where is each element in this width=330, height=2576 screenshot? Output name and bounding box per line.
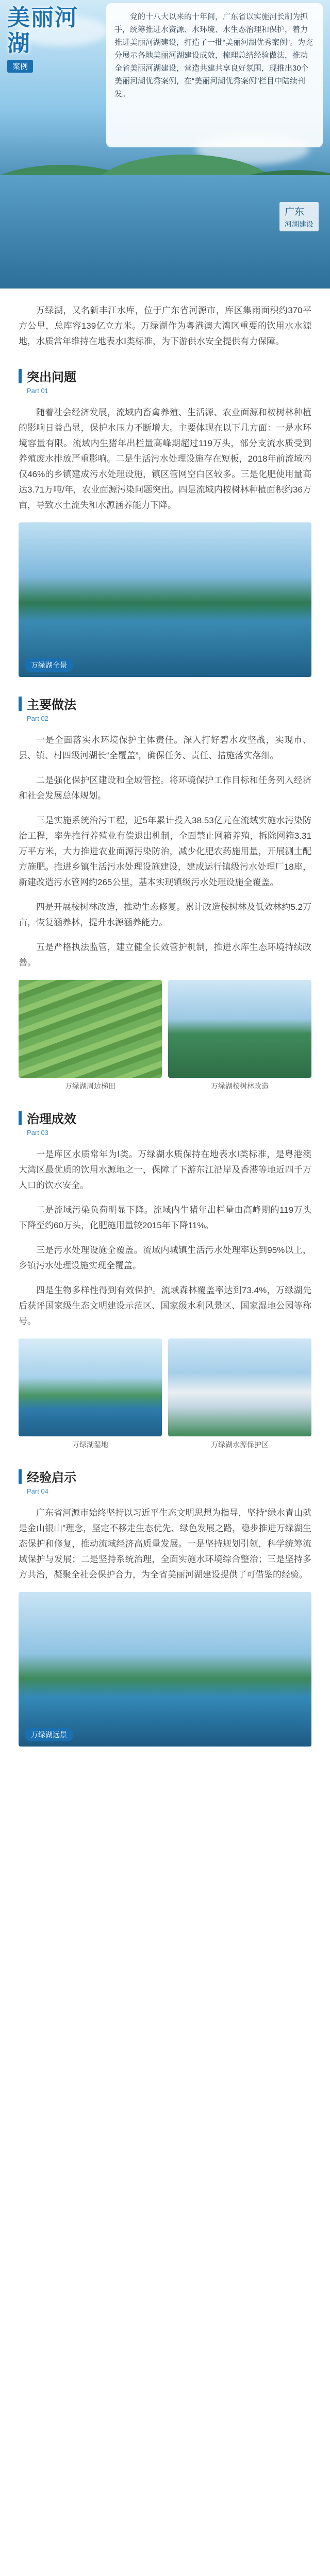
measures-paragraph-3: 三是实施系统治污工程，近5年累计投入38.53亿元在流域实施水污染防治工程，率先推行养殖业有偿退出机制，全面禁止网箱养殖，拆除网箱3.31万平方米，大力推进农业面源污染防治，减少化肥农药施用量，开展测土配方施肥。推进乡镇生活污水处理设施建设，建成运行镇级污水处理厂18座，新建改造污水管网约265公里，基本实现镇级污水处理设施全覆盖。 (19, 816, 311, 887)
results-photo-right-caption: 万绿湖水源保护区 (211, 1440, 269, 1449)
hero-banner (0, 0, 330, 289)
hero-title: 美丽河湖 (7, 5, 78, 57)
experience-photo-caption: 万绿湖远景 (25, 1728, 73, 1741)
results-photo-left-caption: 万绿湖湿地 (72, 1440, 108, 1449)
results-photo-left (19, 1338, 162, 1436)
section-measures-heading (19, 694, 311, 722)
section-experience-heading (19, 1467, 311, 1495)
experience-paragraph: 广东省河源市始终坚持以习近平生态文明思想为指导，坚持“绿水青山就是金山银山”理念，坚定不移走生态优先、绿色发展之路，稳步推进万绿湖生态保护和修复，推动流域经济高质量发展。一是坚持规划引领，科学统筹流域保护与发展；二是坚持系统治理，全面实施水环境综合整治；三是坚持多方共治，凝聚全社会保护合力，为全省美丽河湖建设提供了可借鉴的经验。 (19, 1508, 311, 1580)
measures-photo-right-caption: 万绿湖桉树林改造 (211, 1082, 269, 1090)
measures-photo-right (168, 980, 311, 1078)
section-experience-subtitle: Part 04 (27, 1487, 48, 1495)
section-problem-heading (19, 367, 311, 395)
intro-paragraph: 万绿湖，又名新丰江水库，位于广东省河源市，库区集雨面积约370平方公里，总库容139亿立方米。万绿湖作为粤港澳大湾区重要的饮用水水源地，水质常年维持在地表水Ⅰ类标准，为下游供水安全提供有力保障。 (19, 306, 311, 346)
experience-photo (19, 1592, 311, 1747)
section-measures-title: 主要做法 (27, 698, 76, 712)
hero-title-block (7, 5, 85, 73)
hero-intro-text: 党的十八大以来的十年间，广东省以实施河长制为抓手，统筹推进水资源、水环境、水生态治理和保护，着力推进美丽河湖建设，打造了一批“美丽河湖优秀案例”。为充分展示各地美丽河湖建设成效，梳理总结经验做法，推动全省美丽河湖建设，营造共建共享良好氛围，现推出30个美丽河湖优秀案例，在“美丽河湖优秀案例”栏目中陆续刊发。 (114, 12, 313, 98)
measures-paragraph-4: 四是开展桉树林改造，推动生态修复。累计改造桉树林及低效林约5.2万亩，恢复涵养林，提升水源涵养能力。 (19, 902, 311, 927)
problem-paragraph: 随着社会经济发展，流域内畜禽养殖、生活源、农业面源和桉树林种植的影响日益凸显，保护水压力不断增大。主要体现在以下几方面：一是水环境容量有限。流域内生猪年出栏量高峰期超过119万头，部分支流水质受到养殖废水排放严重影响。二是生活污水处理设施存在短板，2018年前流域内仅46%的乡镇建成污水处理设施，镇区管网空白区较多。三是化肥使用量高达3.71万吨/年，农业面源污染问题突出。四是流域内桉树林种植面积约36万亩，导致水土流失和水源涵养能力下降。 (19, 408, 311, 510)
hero-lake (0, 175, 330, 289)
article-body (0, 303, 330, 1747)
measures-photo-left-caption: 万绿湖周边梯田 (65, 1082, 116, 1090)
results-paragraph-4: 四是生物多样性得到有效保护。流域森林覆盖率达到73.4%，万绿湖先后获评国家级生态文明建设示范区、国家级水利风景区、国家湿地公园等称号。 (19, 1285, 311, 1326)
section-problem-title: 突出问题 (27, 370, 76, 384)
section-problem-subtitle: Part 01 (27, 387, 48, 395)
problem-photo-caption: 万绿湖全景 (25, 658, 73, 672)
measures-photo-row (19, 980, 311, 1091)
results-paragraph-2: 二是流域污染负荷明显下降。流域内生猪年出栏量由高峰期的119万头下降至约60万头，化肥施用量较2015年下降11%。 (19, 1205, 311, 1230)
hero-badge-text: 广东 (285, 206, 305, 217)
section-results-title: 治理成效 (27, 1112, 76, 1126)
measures-paragraph-2: 二是强化保护区建设和全域管控。将环境保护工作目标和任务列入经济和社会发展总体规划。 (19, 775, 311, 801)
hero-badge-sub: 河湖建设 (285, 221, 314, 229)
measures-paragraph-5: 五是严格执法监管，建立健全长效管护机制，推进水库生态环境持续改善。 (19, 942, 311, 968)
section-experience-title: 经验启示 (27, 1471, 76, 1485)
section-measures-subtitle: Part 02 (27, 715, 48, 722)
results-photo-row (19, 1338, 311, 1450)
results-paragraph-3: 三是污水处理设施全覆盖。流域内城镇生活污水处理率达到95%以上，乡镇污水处理设施实现全覆盖。 (19, 1245, 311, 1270)
section-results-heading (19, 1109, 311, 1137)
hero-intro-card (106, 3, 323, 147)
results-photo-right (168, 1338, 311, 1436)
measures-paragraph-1: 一是全面落实水环境保护主体责任。深入打好碧水攻坚战，实现市、县、镇、村四级河湖长“全覆盖”，确保任务、责任、措施落实落细。 (19, 735, 311, 760)
section-results-subtitle: Part 03 (27, 1129, 48, 1137)
results-paragraph-1: 一是库区水质常年为Ⅰ类。万绿湖水质保持在地表水Ⅰ类标准，是粤港澳大湾区最优质的饮用水源地之一，保障了下游东江沿岸及香港等地近四千万人口的饮水安全。 (19, 1149, 311, 1190)
hero-badge (279, 202, 319, 231)
measures-photo-left (19, 980, 162, 1078)
problem-photo (19, 522, 311, 677)
hero-subtitle: 案例 (7, 60, 33, 73)
